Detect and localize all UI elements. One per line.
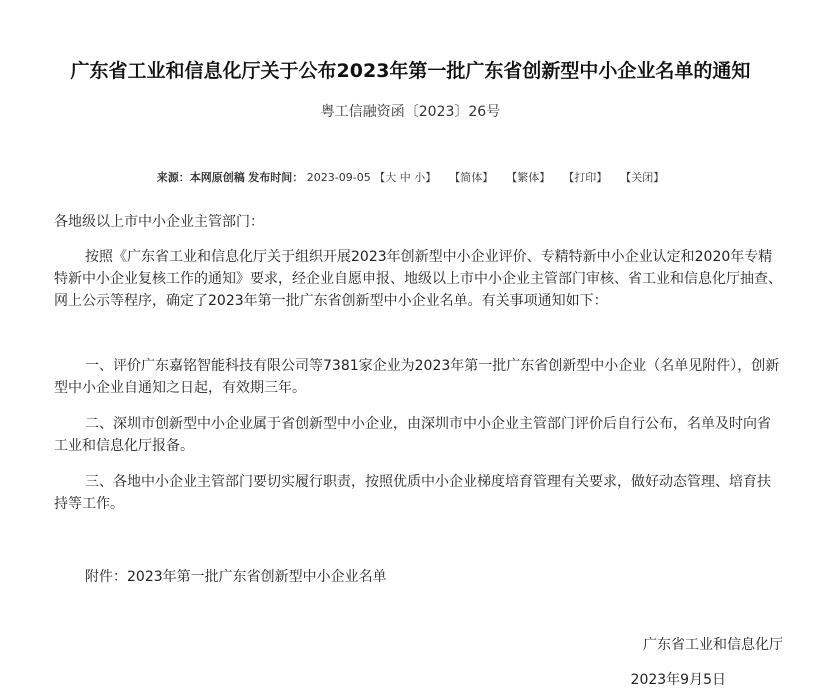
paragraph-intro-text: 按照《广东省工业和信息化厅关于组织开展2023年创新型中小企业评价、专精特新中小企业认定和2020年专精特新中小企业复核工作的通知》要求，经企业自愿申报、地级以上市中小企业主管部门审核、省工业和信息化厅抽查、网上公示等程序，确定了2023年第一批广东省创新型中小企业名单。有关事项通知如下： bbox=[54, 249, 782, 309]
simplified-link[interactable]: 【简体】 bbox=[449, 171, 494, 184]
paragraph-item-3-text: 三、各地中小企业主管部门要切实履行职责，按照优质中小企业梯度培育管理有关要求，做好动态管理、培育扶持等工作。 bbox=[54, 474, 771, 512]
font-size-medium-link[interactable]: 中 bbox=[399, 171, 411, 184]
meta-bar bbox=[0, 170, 821, 186]
attachment-text: 附件：2023年第一批广东省创新型中小企业名单 bbox=[85, 569, 387, 585]
close-link[interactable]: 【关闭】 bbox=[620, 171, 665, 184]
font-size-open-bracket: 【 bbox=[374, 171, 386, 184]
attachment-line bbox=[54, 566, 784, 588]
font-size-control bbox=[374, 171, 436, 184]
paragraph-item-3 bbox=[54, 471, 784, 515]
paragraph-item-1-text: 一、评价广东嘉铭智能科技有限公司等7381家企业为2023年第一批广东省创新型中小企业（名单见附件），创新型中小企业自通知之日起，有效期三年。 bbox=[54, 358, 780, 396]
font-size-close-bracket: 】 bbox=[425, 171, 437, 184]
traditional-link[interactable]: 【繁体】 bbox=[506, 171, 551, 184]
salutation bbox=[54, 211, 784, 233]
paragraph-item-1 bbox=[54, 355, 784, 399]
signature-date: 2023年9月5日 bbox=[630, 672, 726, 688]
publish-date: 2023-09-05 bbox=[306, 171, 371, 184]
font-size-small-link[interactable]: 小 bbox=[414, 171, 426, 184]
signature-organization: 广东省工业和信息化厅 bbox=[643, 637, 783, 653]
document-title: 广东省工业和信息化厅关于公布2023年第一批广东省创新型中小企业名单的通知 bbox=[70, 60, 751, 82]
publish-time-label: 发布时间： bbox=[248, 171, 304, 184]
paragraph-item-2 bbox=[54, 413, 784, 457]
source-label: 来源：本网原创稿 bbox=[156, 171, 245, 184]
paragraph-intro bbox=[54, 246, 784, 312]
font-size-large-link[interactable]: 大 bbox=[385, 171, 397, 184]
paragraph-item-2-text: 二、深圳市创新型中小企业属于省创新型中小企业，由深圳市中小企业主管部门评价后自行公布，名单及时向省工业和信息化厅报备。 bbox=[54, 416, 771, 454]
salutation-text: 各地级以上市中小企业主管部门： bbox=[54, 214, 264, 230]
document-number: 粤工信融资函〔2023〕26号 bbox=[320, 104, 501, 120]
print-link[interactable]: 【打印】 bbox=[563, 171, 608, 184]
